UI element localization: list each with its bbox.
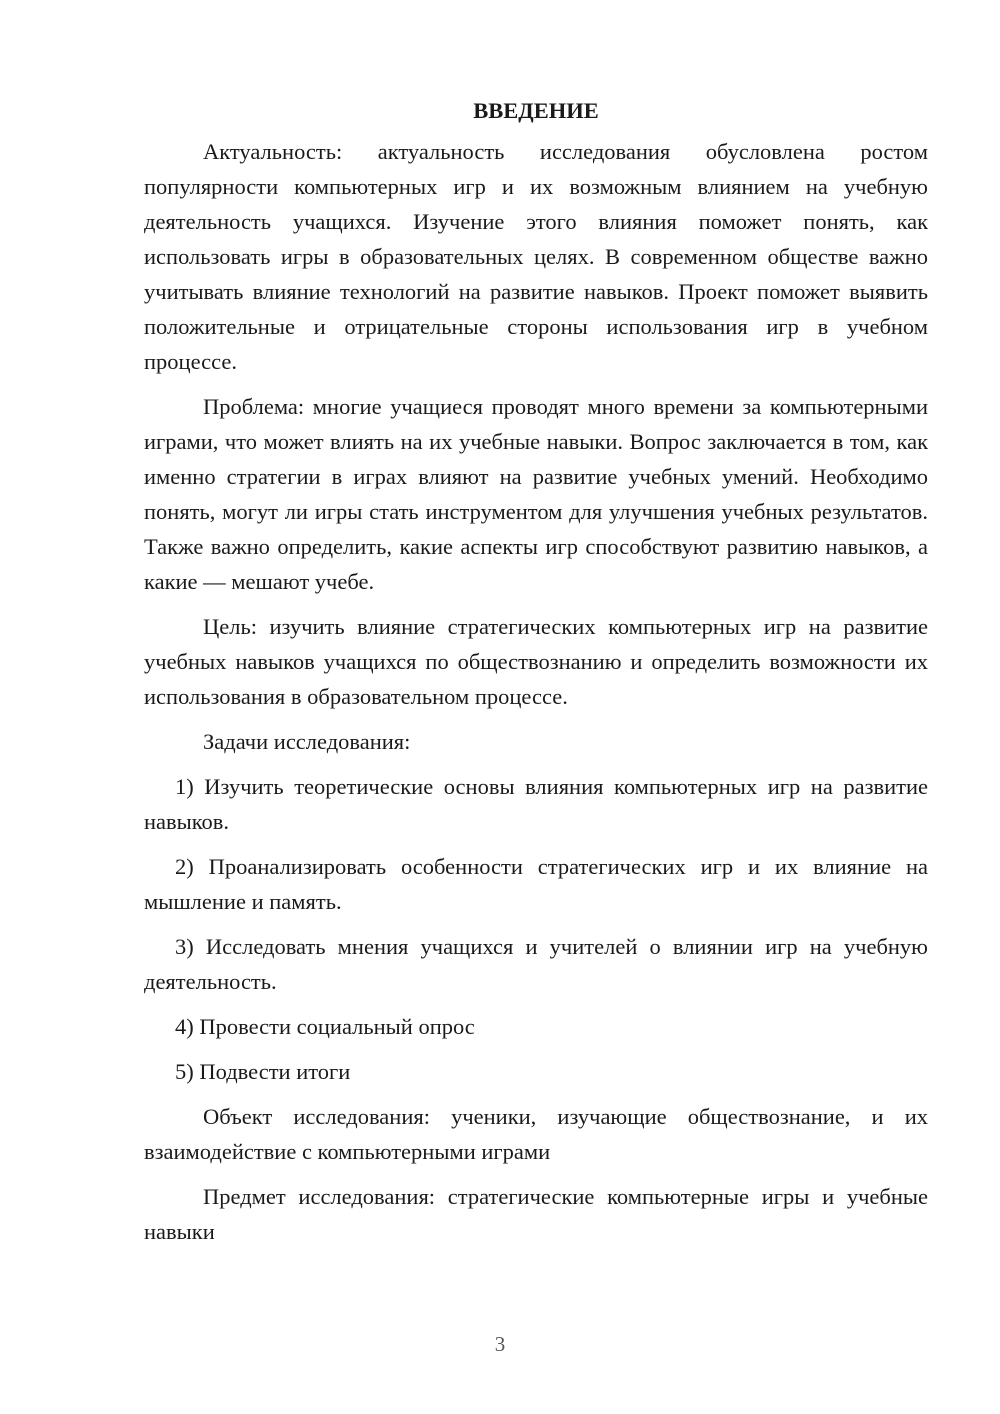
task-item-5: 5) Подвести итоги [175,1059,351,1084]
paragraph-relevance: Актуальность: актуальность исследования обусловлена ростом популярности компьютерных игр и их возможным влиянием на учебную деятельность учащихся. Изучение этого влияния поможет понять, как использовать игры в образовательных целях. В современном обществе важно учитывать влияние технологий на развитие навыков. Проект поможет выявить положительные и отрицательные стороны использования игр в учебном процессе. [144,139,928,374]
page-number: 3 [494,1332,506,1356]
task-item-2: 2) Проанализировать особенности стратегических игр и их влияние на мышление и память. [144,854,928,914]
task-item-3: 3) Исследовать мнения учащихся и учителей о влиянии игр на учебную деятельность. [144,934,928,994]
paragraph-problem: Проблема: многие учащиеся проводят много времени за компьютерными играми, что может влиять на их учебные навыки. Вопрос заключается в том, как именно стратегии в играх влияют на развитие учебных умений. Необходимо понять, могут ли игры стать инструментом для улучшения учебных результатов. Также важно определить, какие аспекты игр способствуют развитию навыков, а какие — мешают учебе. [144,394,928,594]
document-page [144,96,928,1259]
paragraph-goal: Цель: изучить влияние стратегических компьютерных игр на развитие учебных навыков учащихся по обществознанию и определить возможности их использования в образовательном процессе. [144,614,928,709]
paragraph-tasks-heading: Задачи исследования: [203,729,411,754]
page-title: ВВЕДЕНИЕ [473,98,599,123]
paragraph-object: Объект исследования: ученики, изучающие обществознание, и их взаимодействие с компьютерными играми [144,1104,928,1164]
task-item-1: 1) Изучить теоретические основы влияния компьютерных игр на развитие навыков. [144,774,928,834]
paragraph-subject: Предмет исследования: стратегические компьютерные игры и учебные навыки [144,1184,928,1244]
task-item-4: 4) Провести социальный опрос [175,1014,475,1039]
